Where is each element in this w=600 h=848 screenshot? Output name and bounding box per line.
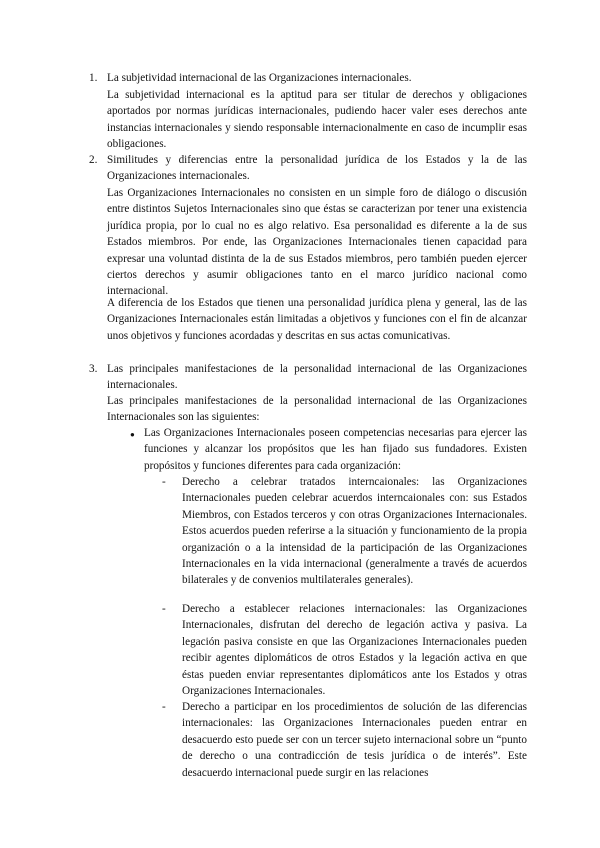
item-3-heading: Las principales manifestaciones de la personalidad internacional de las Organizaciones internacionales. <box>107 363 527 392</box>
subitem-2-text: Derecho a establecer relaciones internacionales: las Organizaciones Internacionales, disfrutan del derecho de legación activa y pasiva. La legación pasiva consiste en que las Organizaciones Internacionales pueden recibir agentes diplomáticos de otros Estados y la legación activa en que éstas pueden enviar representantes diplomáticos ante los Estados y otras Organizaciones Internacionales. <box>182 603 527 698</box>
item-2-number: 2. <box>89 154 98 166</box>
item-2-paragraph-1: Las Organizaciones Internacionales no consisten en un simple foro de diálogo o discusión entre distintos Sujetos Internacionales sino que éstas se caracterizan por tener una existencia jurídica propia, por lo cual no es algo relativo. Esa personalidad es diferente a la de sus Estados miembros. Por ende, las Organizaciones Internacionales tienen capacidad para expresar una voluntad distinta de la de sus Estados miembros, pero también pueden ejercer ciertos derechos y asumir obligaciones tanto en el marco jurídico nacional como internacional. <box>107 187 527 298</box>
subitem-3-marker: - <box>162 701 166 713</box>
item-1-heading: La subjetividad internacional de las Organizaciones internacionales. <box>107 72 412 84</box>
bullet-marker: ● <box>130 430 135 439</box>
item-3-number: 3. <box>89 363 98 375</box>
item-2-heading: Similitudes y diferencias entre la personalidad jurídica de los Estados y la de las Organizaciones internacionales. <box>107 154 527 183</box>
bullet-text: Las Organizaciones Internacionales poseen competencias necesarias para ejercer las funciones y alcanzar los propósitos que les han fijado sus fundadores. Existen propósitos y funciones diferentes para cada organización: <box>144 427 527 472</box>
subitem-1-text: Derecho a celebrar tratados interncaionales: las Organizaciones Internacionales pueden celebrar acuerdos interncaionales con: sus Estados Miembros, con Estados terceros y con otras Organizaciones Internacionales. Estos acuerdos pueden referirse a la situación y funcionamiento de la propia organización o a la intensidad de la participación de las Organizaciones Internacionales en la vida internacional (generalmente a través de acuerdos bilaterales y de convenios multilaterales generales). <box>182 476 527 587</box>
subitem-1-marker: - <box>162 476 166 488</box>
item-3-paragraph: Las principales manifestaciones de la personalidad internacional de las Organizaciones Internacionales son las siguientes: <box>107 395 527 424</box>
subitem-3-text: Derecho a participar en los procedimientos de solución de las diferencias internacionales: las Organizaciones Internacionales pueden entrar en desacuerdo esto puede ser con un tercer sujeto internacional sobre un “punto de derecho o una contradicción de tesis jurídica o de interés”. Este desacuerdo internacional puede surgir en las relaciones <box>182 701 527 779</box>
item-1-paragraph: La subjetividad internacional es la aptitud para ser titular de derechos y obligaciones aportados por normas jurídicas internacionales, pudiendo hacer valer eses derechos ante instancias internacionales y siendo responsable internacionalmente en caso de incumplir esas obligaciones. <box>107 89 527 151</box>
subitem-2-marker: - <box>162 603 166 615</box>
item-2-paragraph-2: A diferencia de los Estados que tienen una personalidad jurídica plena y general, las de las Organizaciones Internacionales están limitadas a objetivos y funciones con el fin de alcanzar unos objetivos y funciones acordadas y descritas en sus actas comunicativas. <box>107 297 527 342</box>
item-1-number: 1. <box>89 72 98 84</box>
